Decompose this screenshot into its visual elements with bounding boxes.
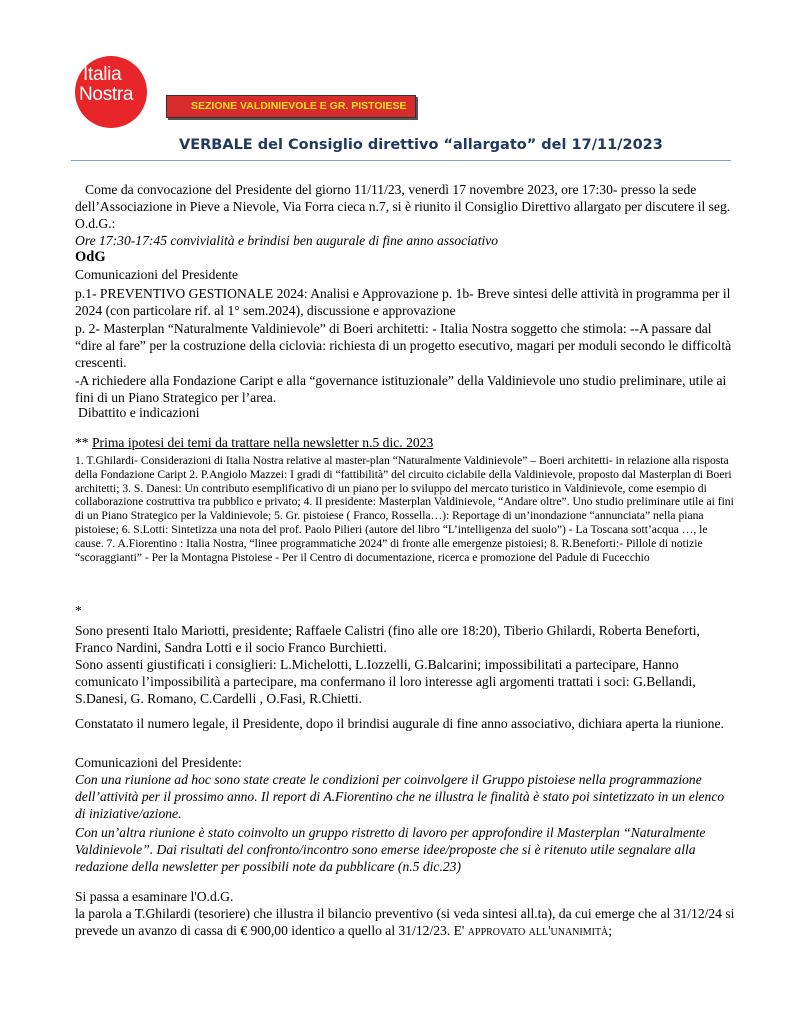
- esame-tail: ;: [608, 923, 613, 938]
- attendance-assenti: Sono assenti giustificati i consiglieri: L.Michelotti, L.Iozzelli, G.Balcarini; impossibilitati a partecipare, Hanno comunicato l’impossibilità a partecipare, ma confermano il loro interesse agli argomenti trattati i soci: G.Bellandi, S.Danesi, G. Romano, C.Cardelli , O.Fasi, R.Chietti.: [75, 657, 696, 706]
- odg-point-2-richiesta: -A richiedere alla Fondazione Caript e alla “governance istituzionale” della Valdinievole uno studio preliminare, utile ai fini di un Piano Strategico per l’area.: [75, 373, 727, 405]
- intro-paragraph: Come da convocazione del Presidente del giorno 11/11/23, venerdì 17 novembre 2023, ore 17:30- presso la sede dell’Associazione in Pieve a Nievole, Via Forra cieca n.7, si è riunito il Consiglio Direttivo allargato per discutere il seg. O.d.G.:: [75, 182, 731, 231]
- comunicazioni-paragraph-1: Con una riunione ad hoc sono state create le condizioni per coinvolgere il Gruppo pistoiese nella programmazione dell’attività per il prossimo anno. Il report di A.Fiorentino che ne illustra le finalità è stato poi sintetizzato in un elenco di iniziative/azione.: [75, 772, 725, 821]
- numero-legale-paragraph: Constatato il numero legale, il Presidente, dopo il brindisi augurale di fine anno associativo, dichiara aperta la riunione.: [75, 716, 724, 731]
- odg-point-2: p. 2- Masterplan “Naturalmente Valdinievole” di Boeri architetti: - Italia Nostra soggetto che stimola: --A passare dal “dire al fare” per la costruzione della ciclovia: richiesta di un progetto esecutivo, magari per moduli secondo le difficoltà crescenti.: [75, 321, 732, 370]
- esame-bilancio-paragraph: [75, 905, 735, 939]
- esame-bilancio-text: la parola a T.Ghilardi (tesoriere) che illustra il bilancio preventivo (si veda sintesi all.ta), da cui emerge che al 31/12/24 si prevede un avanzo di cassa di € 900,00 identico a quello al 31/12/23. E': [75, 906, 735, 938]
- intro-italic-line: Ore 17:30-17:45 convivialità e brindisi ben augurale di fine anno associativo: [75, 233, 499, 248]
- logo-text-line2: Nostra: [79, 84, 134, 105]
- section-banner-text: SEZIONE VALDINIEVOLE E GR. PISTOIESE: [191, 100, 407, 112]
- newsletter-heading-line: [75, 434, 735, 451]
- esame-odg-line: Si passa a esaminare l'O.d.G.: [75, 889, 234, 904]
- odg-dibattito: Dibattito e indicazioni: [78, 405, 200, 420]
- logo-text-line1: Italia: [83, 64, 122, 85]
- comunicazioni-heading: Comunicazioni del Presidente:: [75, 755, 242, 770]
- newsletter-heading: Prima ipotesi dei temi da trattare nella newsletter n.5 dic. 2023: [92, 435, 434, 450]
- attendance-presenti: Sono presenti Italo Mariotti, presidente; Raffaele Calistri (fino alle ore 18:20), Tiberio Ghilardi, Roberta Beneforti, Franco Nardini, Sandra Lotti e il socio Franco Burchietti.: [75, 623, 700, 655]
- newsletter-prefix: **: [75, 435, 92, 450]
- approvato-unanimita: approvato all'unanimità: [467, 923, 609, 938]
- odg-heading: OdG: [75, 249, 106, 265]
- comunicazioni-paragraph-2: Con un’altra riunione è stato coinvolto un gruppo ristretto di lavoro per approfondire il Masterplan “Naturalmente Valdinievole”. Dai risultati del confronto/incontro sono emerse idee/proposte che si è ritenuto utile segnalare alla redazione della newsletter per possibili note da pubblicare (n.5 dic.23): [75, 825, 706, 874]
- newsletter-asterisk: *: [75, 603, 82, 618]
- title-divider: [71, 160, 731, 161]
- italia-nostra-logo: [75, 56, 147, 128]
- odg-point-1: p.1- PREVENTIVO GESTIONALE 2024: Analisi e Approvazione p. 1b- Breve sintesi delle attività in programma per il 2024 (con particolare rif. al 1° sem.2024), discussione e approvazione: [75, 286, 731, 318]
- document-title: VERBALE del Consiglio direttivo “allargato” del 17/11/2023: [179, 137, 663, 153]
- section-banner: [166, 95, 416, 118]
- odg-comunicazioni: Comunicazioni del Presidente: [75, 267, 239, 282]
- newsletter-items: 1. T.Ghilardi- Considerazioni di Italia Nostra relative al master-plan “Naturalmente Valdinievole” – Boeri architetti- in relazione alla risposta della Fondazione Caript 2. P.Angiolo Mazzei: I gradi di “fattibilità” del circuito ciclabile della Valdinievole, proposto dal Masterplan di Boeri architetti; 3. S. Danesi: Un contributo esemplificativo di un piano per lo sviluppo del mercato turistico in Valdinievole, come esempio di collaborazione costruttiva tra pubblico e privato; 4. Il presidente: Masterplan Valdinievole, “Andare oltre”. Uno studio preliminare utile ai fini di un Piano Strategico per la Valdinievole; 5. Gr. pistoiese ( Franco, Rossella…): Reportage di un’inondazione “annunciata” nella piana pistoiese; 6. S.Lotti: Sintetizza una nota del prof. Paolo Pilieri (autore del libro “L’intelligenza del suolo”) - La Toscana sott’acqua …, le cause. 7. A.Fiorentino : Italia Nostra, “linee programmatiche 2024” di fronte alle emergenze pistoiesi; 8. R.Beneforti:- Pillole di notizie “scoraggianti” - Per la Montagna Pistoiese - Per il Centro di documentazione, ricerca e promozione del Padule di Fucecchio: [75, 454, 734, 564]
